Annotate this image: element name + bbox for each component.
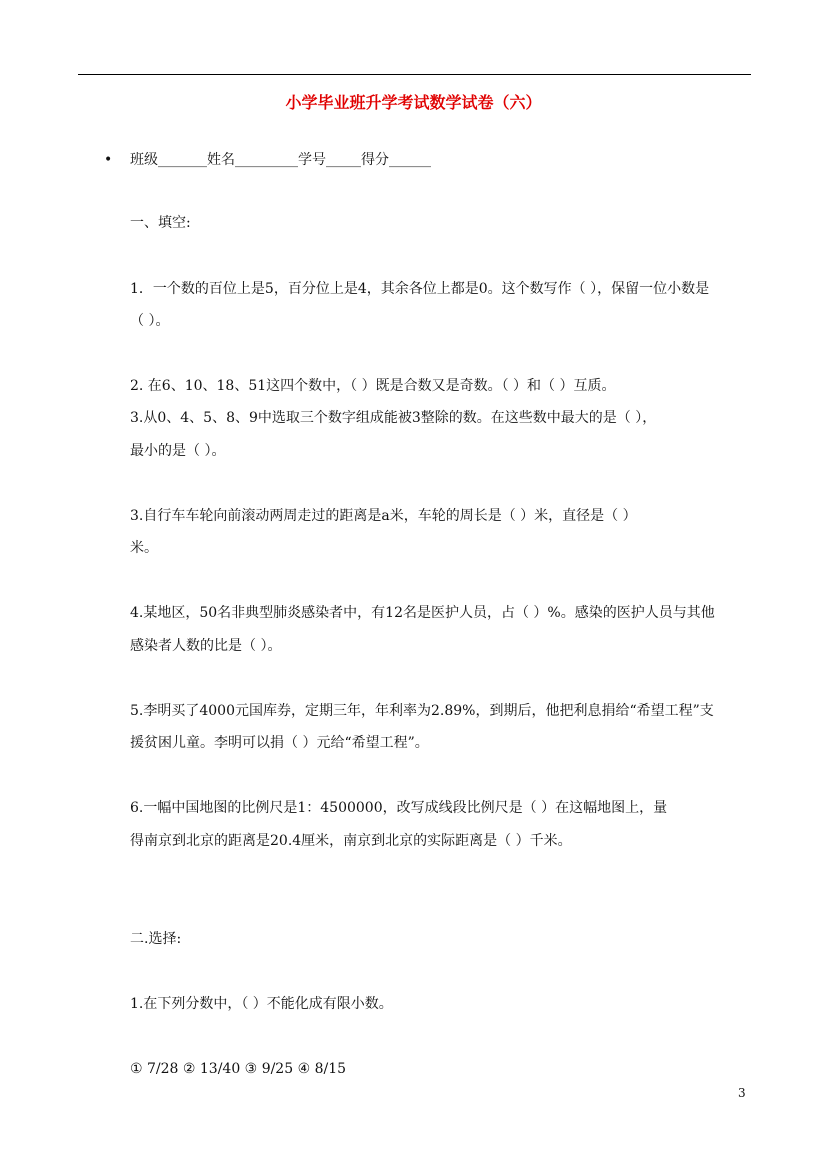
bullet-glyph: • xyxy=(104,152,113,168)
student-info-line: 班级_______姓名_________学号_____得分______ xyxy=(130,152,431,168)
question-line: 感染者人数的比是（ ）。 xyxy=(130,638,282,654)
question-line: 3.自行车车轮向前滚动两周走过的距离是a米，车轮的周长是（ ）米，直径是（ ） xyxy=(130,508,637,524)
question-line: 最小的是（ ）。 xyxy=(130,443,226,459)
question-line: 6.一幅中国地图的比例尺是1：4500000，改写成线段比例尺是（ ）在这幅地图上，量 xyxy=(130,800,668,816)
question-line: （ ）。 xyxy=(130,313,170,329)
section1-heading: 一、填空: xyxy=(130,215,191,231)
question-line: 援贫困儿童。李明可以捐（ ）元给“希望工程”。 xyxy=(130,735,429,751)
question-line: 得南京到北京的距离是20.4厘米，南京到北京的实际距离是（ ）千米。 xyxy=(130,833,572,849)
question-line: 米。 xyxy=(130,540,158,556)
page-number: 3 xyxy=(738,1086,746,1100)
choice-question-1: 1.在下列分数中，（ ）不能化成有限小数。 xyxy=(130,996,393,1012)
question-line: 5.李明买了4000元国库券，定期三年，年利率为2.89%，到期后，他把利息捐给“希望工程”支 xyxy=(130,703,714,719)
question-line: 3.从0、4、5、8、9中选取三个数字组成能被3整除的数。在这些数中最大的是（ ）， xyxy=(130,410,657,426)
question-line: 4.某地区，50名非典型肺炎感染者中，有12名是医护人员，占（ ）%。感染的医护人员与其他 xyxy=(130,605,715,621)
section2-heading: 二.选择: xyxy=(130,931,182,947)
exam-title: 小学毕业班升学考试数学试卷（六） xyxy=(285,93,542,112)
question-line: 1．一个数的百位上是5，百分位上是4，其余各位上都是0。这个数写作（ ），保留一位小数是 xyxy=(130,281,710,297)
header-rule xyxy=(78,74,751,75)
choice-options: ① 7/28 ② 13/40 ③ 9/25 ④ 8/15 xyxy=(130,1061,347,1077)
question-line: 2. 在6、10、18、51这四个数中，（ ）既是合数又是奇数。（ ）和（ ）互质。 xyxy=(130,378,616,394)
